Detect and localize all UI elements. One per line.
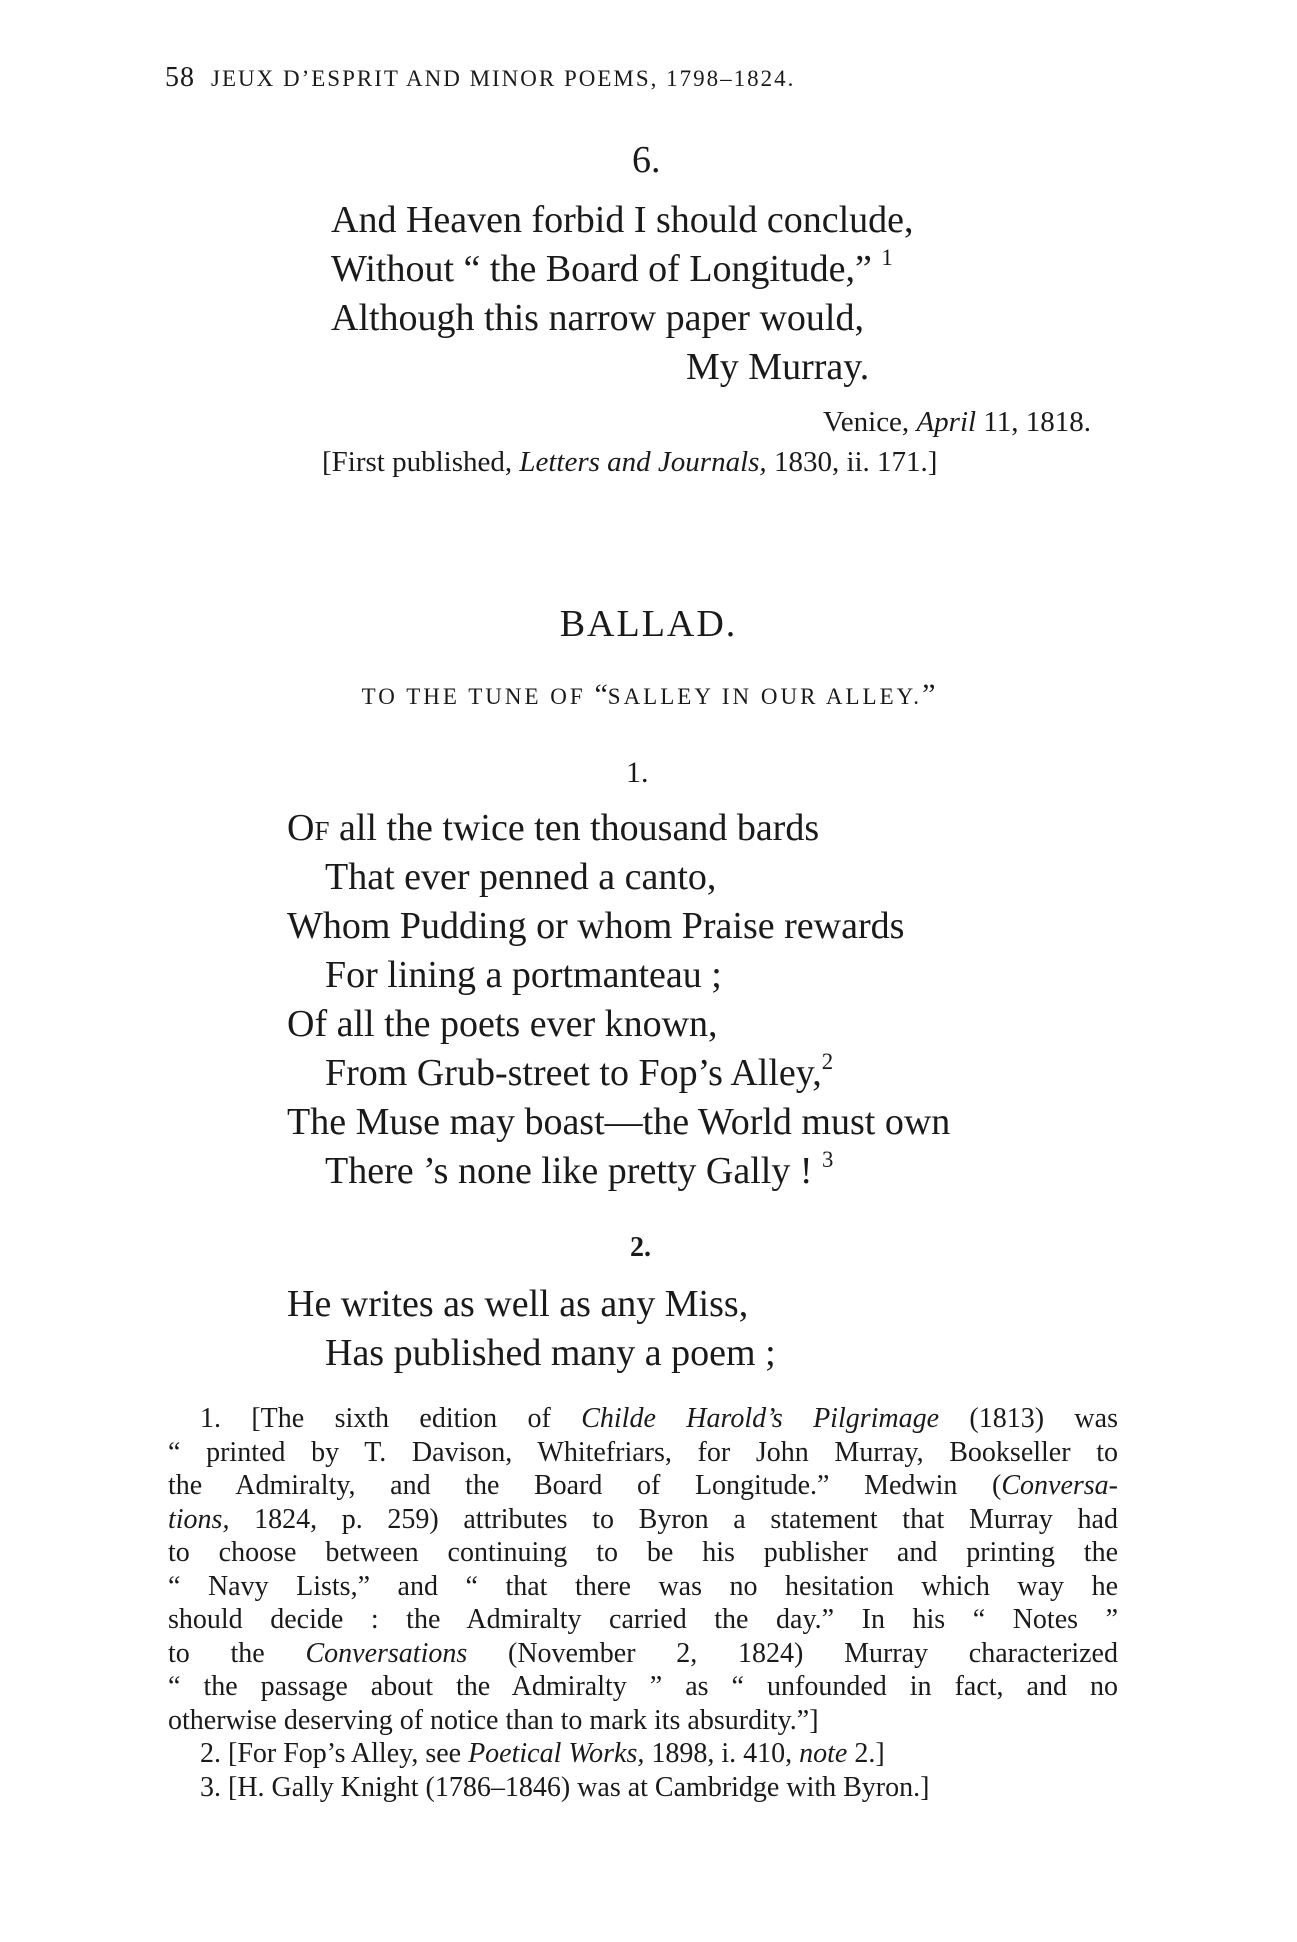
- verse-line: Has published many a poem ;: [325, 1332, 776, 1374]
- verse-line: He writes as well as any Miss,: [287, 1283, 749, 1325]
- verse-line: Whom Pudding or whom Praise rewards: [287, 905, 905, 947]
- verse-line: Although this narrow paper would,: [331, 297, 864, 339]
- footnote-line: 1. [The sixth edition of Childe Harold’s Pilgrimage (1813) was: [200, 1403, 1118, 1434]
- stanza-number: 2.: [630, 1232, 651, 1263]
- footnote-line: otherwise deserving of notice than to mark its absurdity.”]: [168, 1704, 819, 1736]
- publication-note: [First published, Letters and Journals, 1830, ii. 171.]: [322, 446, 938, 478]
- footnote-3: 3. [H. Gally Knight (1786–1846) was at Cambridge with Byron.]: [200, 1771, 930, 1803]
- footnote-ref: 2: [821, 1049, 834, 1075]
- footnote-ref: 1: [881, 245, 893, 271]
- page-number: 58: [165, 62, 195, 93]
- footnote-line: “ the passage about the Admiralty ” as “ unfounded in fact, and no: [168, 1671, 1118, 1702]
- verse-line: OF all the twice ten thousand bards: [287, 807, 820, 849]
- verse-line: There ’s none like pretty Gally ! $^3$: [325, 1147, 834, 1192]
- footnotes: [168, 1402, 1118, 1804]
- verse-line: Without “ the Board of Longitude,” $^1$: [331, 245, 893, 290]
- verse-line: For lining a portmanteau ;: [325, 954, 722, 996]
- footnote-1: [168, 1402, 1118, 1737]
- stanza-number: 1.: [626, 756, 649, 789]
- poem-stanza: [331, 196, 914, 392]
- verse-line: That ever penned a canto,: [325, 856, 717, 898]
- verse-line: Of all the poets ever known,: [287, 1003, 718, 1045]
- footnote-line: “ Navy Lists,” and “ that there was no hesitation which way he: [168, 1570, 1118, 1602]
- ballad-subtitle: TO THE TUNE OF “SALLEY IN OUR ALLEY.”: [361, 678, 936, 711]
- poem-stanza: [287, 1280, 776, 1378]
- poem-stanza: [287, 804, 950, 1196]
- verse-line: My Murray.: [686, 346, 870, 388]
- footnote-line: “ printed by T. Davison, Whitefriars, for John Murray, Bookseller to: [168, 1436, 1118, 1468]
- footnote-ref: 3: [822, 1147, 834, 1173]
- stanza-number: 6.: [632, 139, 661, 181]
- footnote-line: tions, 1824, p. 259) attributes to Byron a statement that Murray had: [168, 1503, 1118, 1535]
- ballad-title: BALLAD.: [559, 603, 738, 645]
- footnote-line: the Admiralty, and the Board of Longitude.” Medwin (Conversa-: [168, 1470, 1118, 1501]
- footnote-2: 2. [For Fop’s Alley, see Poetical Works, 1898, i. 410, note 2.]: [200, 1738, 885, 1769]
- footnote-line: to the Conversations (November 2, 1824) Murray characterized: [168, 1637, 1118, 1669]
- verse-line: And Heaven forbid I should conclude,: [331, 199, 914, 241]
- footnote-line: should decide : the Admiralty carried the day.” In his “ Notes ”: [168, 1604, 1118, 1635]
- verse-line: From Grub-street to Fop’s Alley,$^2$: [325, 1049, 834, 1094]
- running-header: [165, 62, 795, 94]
- dateline: Venice, April 11, 1818.: [823, 406, 1091, 438]
- running-title: JEUX D’ESPRIT AND MINOR POEMS, 1798–1824.: [211, 66, 796, 91]
- verse-line: The Muse may boast—the World must own: [287, 1101, 951, 1143]
- footnote-line: to choose between continuing to be his publisher and printing the: [168, 1537, 1118, 1568]
